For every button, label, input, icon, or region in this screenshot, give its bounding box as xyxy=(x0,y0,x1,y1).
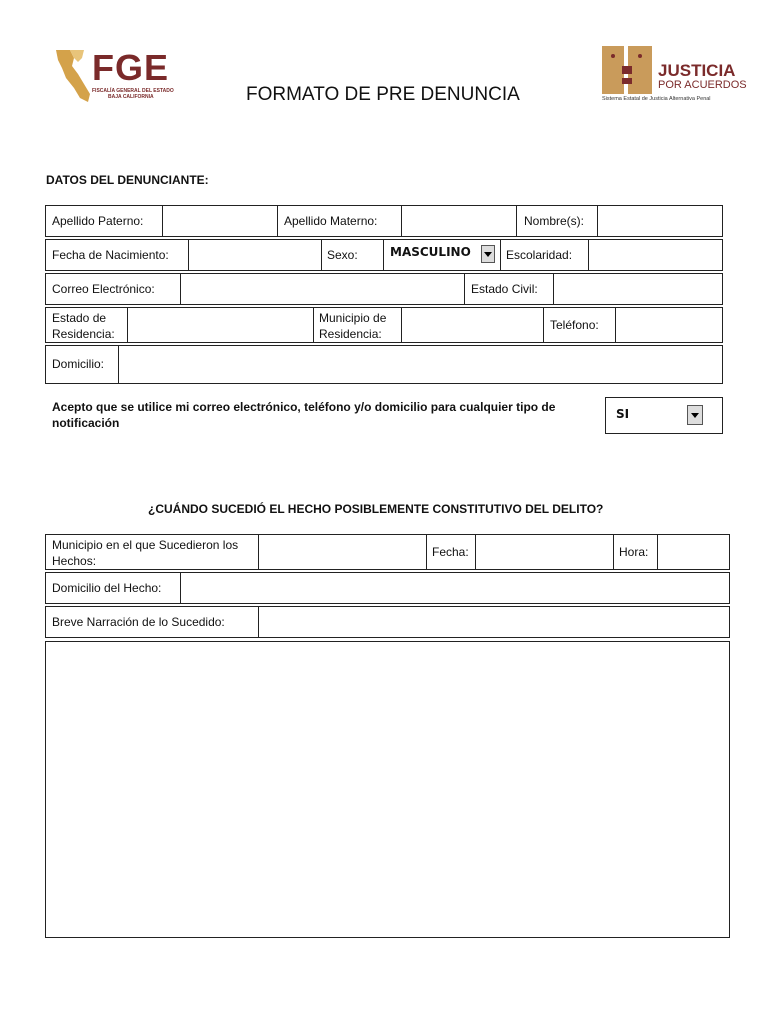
domicilio-label: Domicilio: xyxy=(52,357,105,371)
sexo-value: MASCULINO xyxy=(390,245,471,259)
nombres-field[interactable] xyxy=(597,206,722,236)
municipio-residencia-field[interactable] xyxy=(401,308,543,342)
row-municipio-hecho xyxy=(45,534,730,570)
municipio-hecho-label: Municipio en el que Sucedieron los Hechos: xyxy=(52,538,239,568)
fge-logo-text: FGE xyxy=(92,47,170,88)
municipio-residencia-label: Municipio de Residencia: xyxy=(319,311,387,341)
apellido-materno-field[interactable] xyxy=(401,206,516,236)
section-title-denunciante: DATOS DEL DENUNCIANTE: xyxy=(46,173,209,187)
narracion-label: Breve Narración de lo Sucedido: xyxy=(52,614,225,629)
sexo-dropdown[interactable] xyxy=(383,240,500,270)
apellido-paterno-label: Apellido Paterno: xyxy=(52,213,144,228)
fecha-nacimiento-label: Fecha de Nacimiento: xyxy=(52,247,169,262)
justicia-emblem-icon xyxy=(602,46,654,94)
row-domicilio xyxy=(45,345,723,384)
narracion-textarea[interactable] xyxy=(45,641,730,938)
estado-civil-field[interactable] xyxy=(553,274,722,304)
consent-dropdown-arrow-icon[interactable] xyxy=(687,405,703,425)
page-title: FORMATO DE PRE DENUNCIA xyxy=(246,84,520,105)
fecha-hecho-field[interactable] xyxy=(475,535,613,569)
consent-text: Acepto que se utilice mi correo electrónico, teléfono y/o domicilio para cualquier tipo de notificación xyxy=(52,400,556,430)
hora-hecho-field[interactable] xyxy=(657,535,729,569)
nombres-label: Nombre(s): xyxy=(524,213,585,228)
estado-residencia-field[interactable] xyxy=(127,308,313,342)
apellido-materno-label: Apellido Materno: xyxy=(284,213,378,228)
justicia-logo xyxy=(602,46,747,106)
domicilio-field[interactable] xyxy=(118,346,722,383)
domicilio-hecho-field[interactable] xyxy=(180,573,729,603)
baja-california-map-icon xyxy=(54,48,92,104)
row-residencia xyxy=(45,307,723,343)
justicia-logo-line1: JUSTICIA xyxy=(658,61,736,80)
narracion-label-field[interactable] xyxy=(258,607,729,637)
consent-value: SI xyxy=(616,407,630,421)
row-domicilio-hecho xyxy=(45,572,730,604)
telefono-field[interactable] xyxy=(615,308,722,342)
escolaridad-label: Escolaridad: xyxy=(506,247,573,262)
fecha-hecho-label: Fecha: xyxy=(432,544,469,559)
sexo-label: Sexo: xyxy=(327,247,358,262)
fge-logo-subtitle-1: FISCALÍA GENERAL DEL ESTADO xyxy=(92,88,174,94)
correo-label: Correo Electrónico: xyxy=(52,281,155,296)
hora-hecho-label: Hora: xyxy=(619,544,649,559)
section-title-hecho: ¿CUÁNDO SUCEDIÓ EL HECHO POSIBLEMENTE CONSTITUTIVO DEL DELITO? xyxy=(148,502,604,516)
escolaridad-field[interactable] xyxy=(588,240,722,270)
justicia-logo-line2: POR ACUERDOS xyxy=(658,79,747,91)
consent-dropdown[interactable] xyxy=(605,397,723,434)
row-correo xyxy=(45,273,723,305)
municipio-hecho-field[interactable] xyxy=(258,535,426,569)
estado-civil-label: Estado Civil: xyxy=(471,281,538,296)
row-nacimiento xyxy=(45,239,723,271)
sexo-dropdown-arrow-icon[interactable] xyxy=(481,245,495,263)
telefono-label: Teléfono: xyxy=(550,317,599,332)
correo-field[interactable] xyxy=(180,274,464,304)
row-nombre xyxy=(45,205,723,237)
estado-residencia-label: Estado de Residencia: xyxy=(52,311,115,341)
justicia-logo-subtitle: Sistema Estatal de Justicia Alternativa Penal xyxy=(602,96,711,102)
fge-logo-subtitle-2: BAJA CALIFORNIA xyxy=(108,94,154,100)
fge-logo xyxy=(54,48,184,106)
row-narracion-label xyxy=(45,606,730,638)
domicilio-hecho-label: Domicilio del Hecho: xyxy=(52,580,162,595)
fecha-nacimiento-field[interactable] xyxy=(188,240,321,270)
